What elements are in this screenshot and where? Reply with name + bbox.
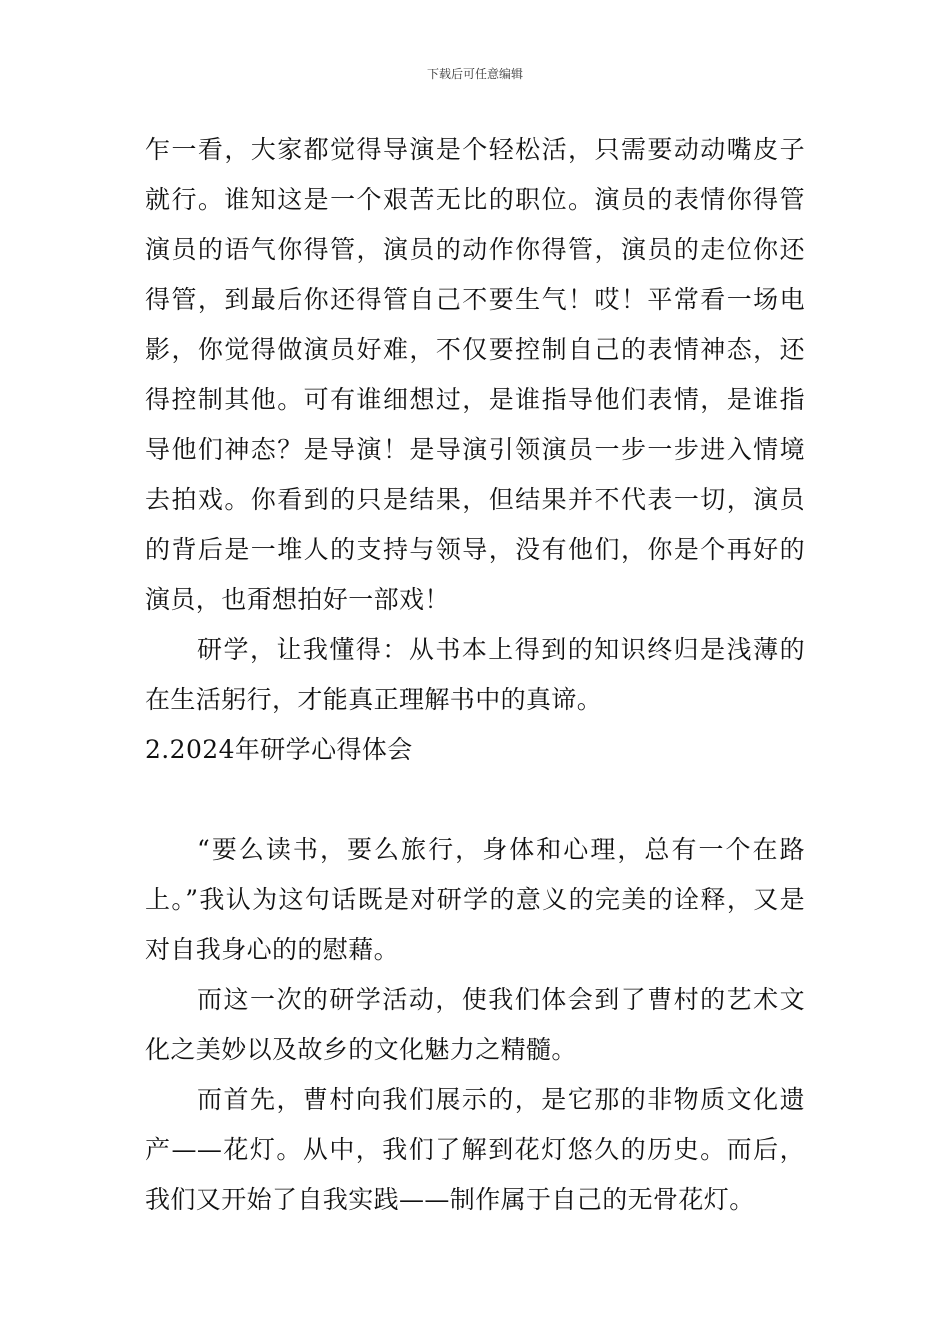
document-body <box>145 125 805 1225</box>
paragraph-director: 乍一看，大家都觉得导演是个轻松活，只需要动动嘴皮子就行。谁知这是一个艰苦无比的职位。演员的表情你得管演员的语气你得管，演员的动作你得管，演员的走位你还得管，到最后你还得管自己不要生气！哎！平常看一场电影，你觉得做演员好难，不仅要控制自己的表情神态，还得控制其他。可有谁细想过，是谁指导他们表情，是谁指导他们神态？是导演！是导演引领演员一步一步进入情境去拍戏。你看到的只是结果，但结果并不代表一切，演员的背后是一堆人的支持与领导，没有他们，你是个再好的演员，也甭想拍好一部戏！ <box>145 135 805 614</box>
paragraph-study-lesson: 研学，让我懂得：从书本上得到的知识终归是浅薄的在生活躬行，才能真正理解书中的真谛。 <box>145 635 805 714</box>
paragraph-quote: “要么读书，要么旅行，身体和心理，总有一个在路上。”我认为这句话既是对研学的意义的完美的诠释，又是对自我身心的的慰藉。 <box>145 835 805 964</box>
section-spacer <box>145 775 805 825</box>
paragraph-activity: 而这一次的研学活动，使我们体会到了曹村的艺术文化之美妙以及故乡的文化魅力之精髓。 <box>145 985 805 1064</box>
page-header: 下载后可任意编辑 <box>426 67 523 81</box>
paragraph-lantern: 而首先，曹村向我们展示的，是它那的非物质文化遗产——花灯。从中，我们了解到花灯悠久的历史。而后，我们又开始了自我实践——制作属于自己的无骨花灯。 <box>145 1085 805 1214</box>
section-heading: 2.2024年研学心得体会 <box>145 735 413 764</box>
